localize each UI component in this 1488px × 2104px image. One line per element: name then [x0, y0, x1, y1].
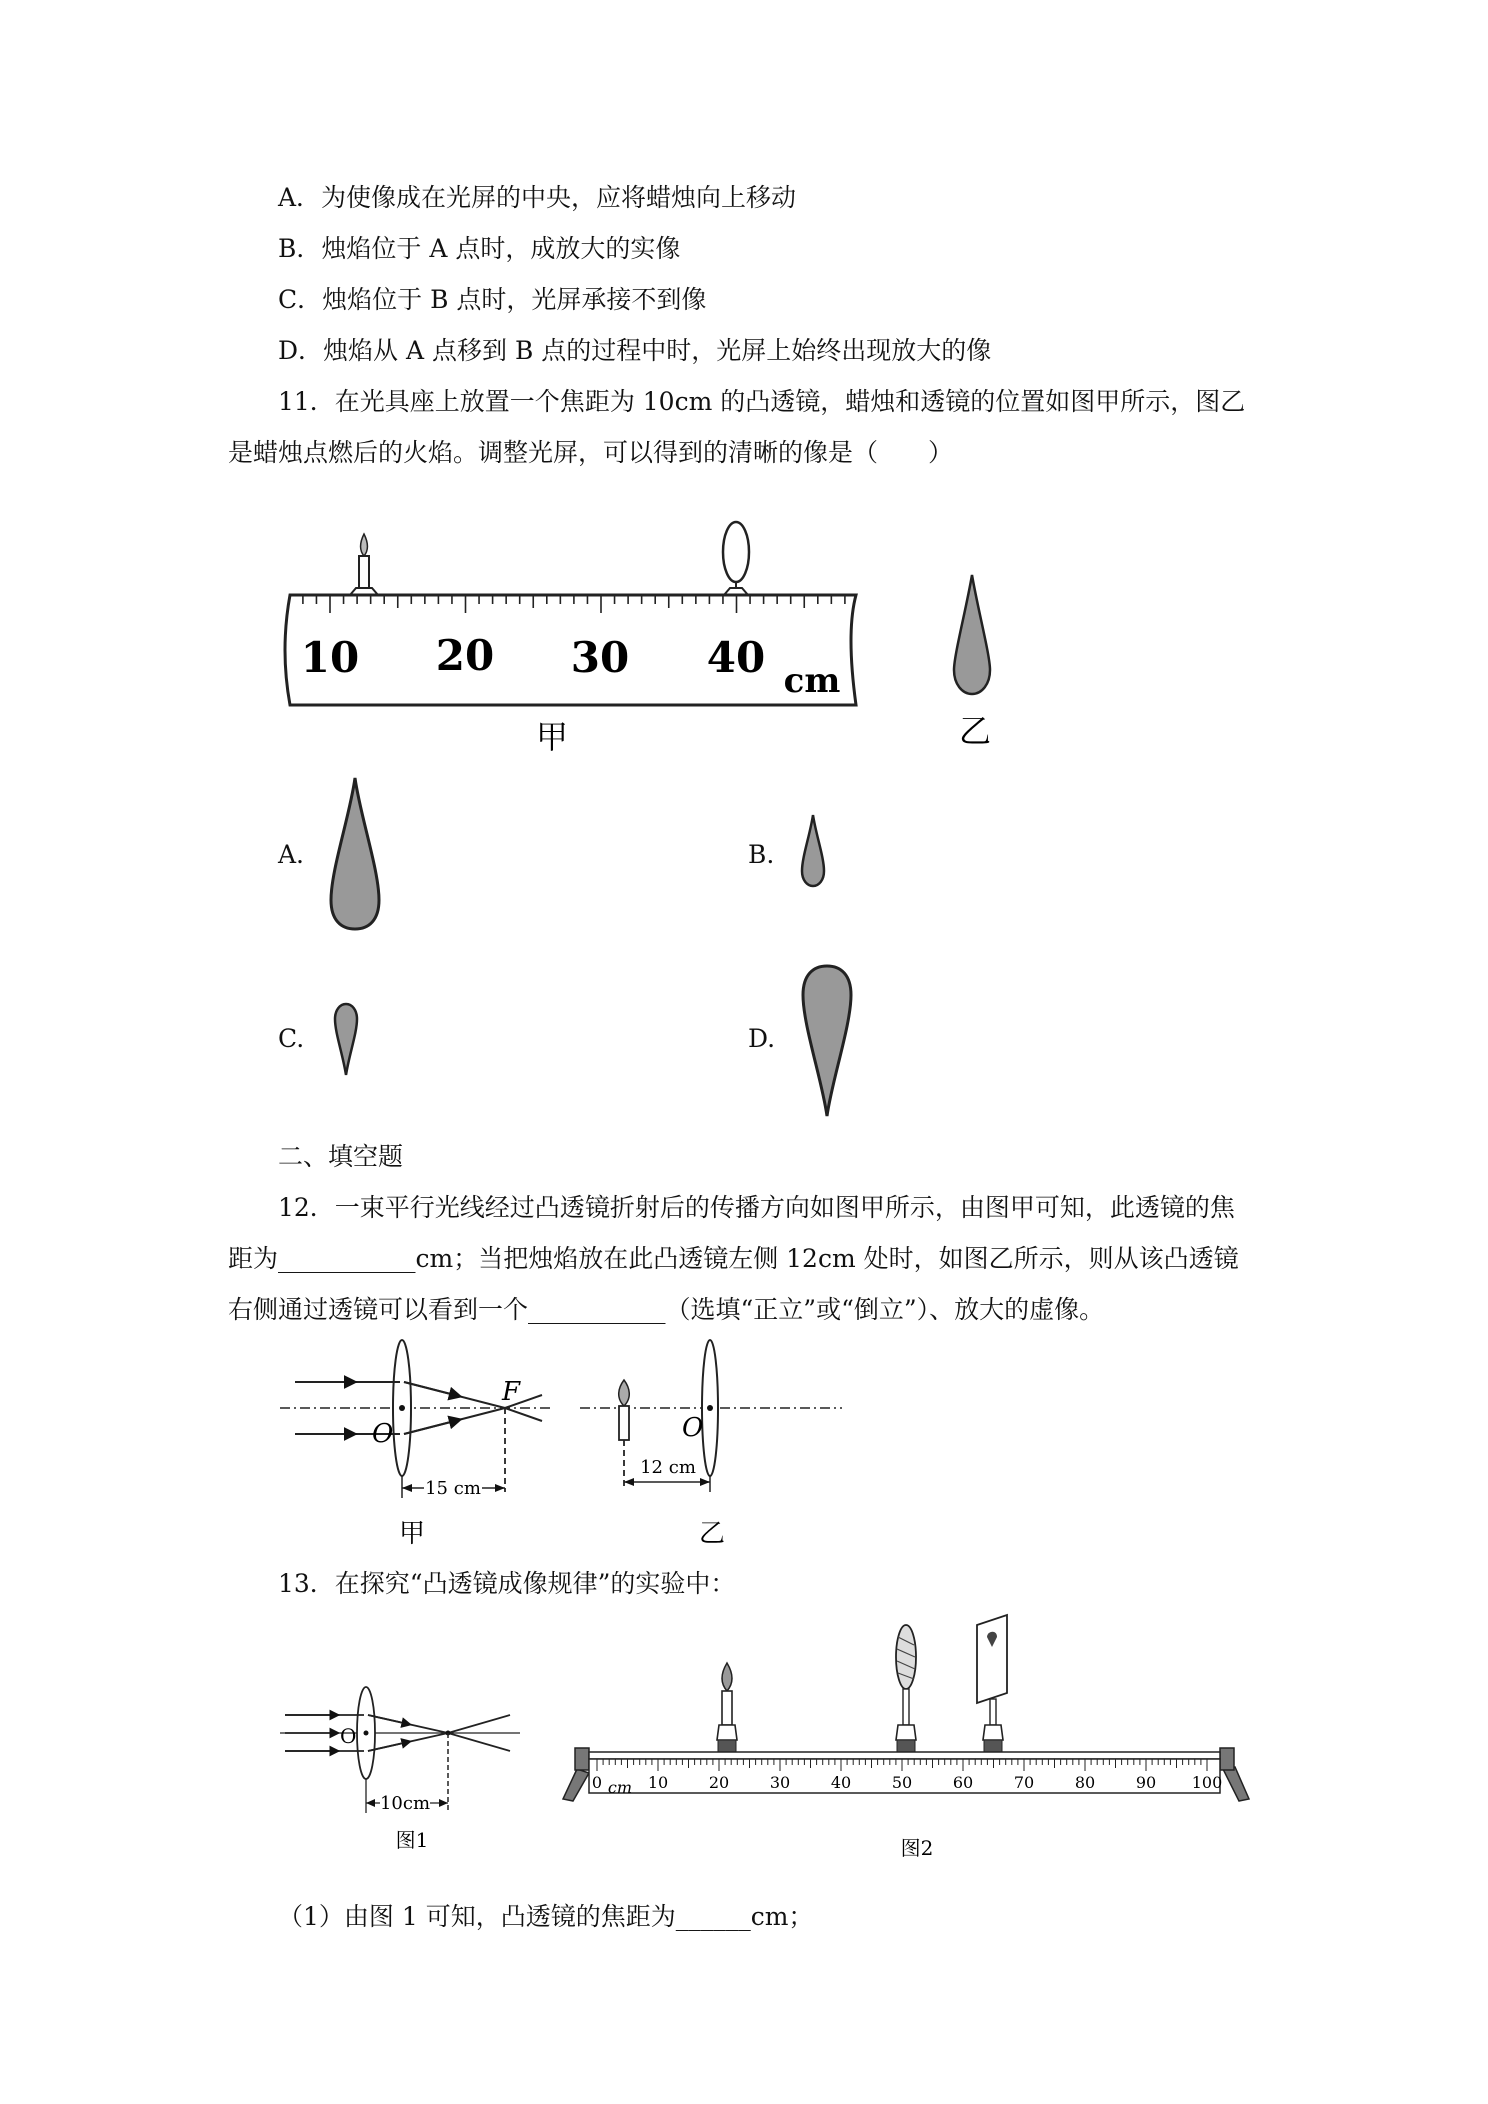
q13-fig2-caption: 图2 [900, 1836, 934, 1860]
bench-label-60: 60 [952, 1773, 974, 1792]
bench-label-30: 30 [769, 1773, 791, 1792]
q11-option-c-label: C. [278, 1024, 305, 1053]
flame-b-icon [802, 815, 824, 886]
candle-flame-icon [619, 1380, 630, 1406]
q13-subquestion-1: （1）由图 1 可知，凸透镜的焦距为______cm； [278, 1902, 814, 1931]
q11-option-d-label: D. [748, 1024, 776, 1053]
bench-left-leg [563, 1769, 589, 1801]
lens-icon [896, 1625, 916, 1752]
q13-text-line1: 13．在探究“凸透镜成像规律”的实验中： [278, 1569, 736, 1598]
q11-option-b-label: B. [748, 840, 775, 869]
q13-figure-2 [555, 1615, 1275, 1865]
flame-icon [954, 575, 990, 694]
bench-label-20: 20 [708, 1773, 730, 1792]
q11-option-c-image [328, 995, 368, 1080]
bench-label-80: 80 [1074, 1773, 1096, 1792]
fig-jia-caption: 甲 [535, 718, 569, 756]
ruler-label-40: 40 [706, 633, 766, 682]
ruler-label-20: 20 [435, 631, 495, 680]
q12-jia-label-o: O [372, 1419, 394, 1449]
candle-icon [350, 534, 378, 595]
q11-text-line2: 是蜡烛点燃后的火焰。调整光屏，可以得到的清晰的像是（ ） [228, 438, 954, 467]
bench-right-leg [1223, 1767, 1249, 1801]
q11-option-d-image [795, 960, 865, 1120]
candle-icon [619, 1406, 629, 1440]
q10-option-b: B．烛焰位于 A 点时，成放大的实像 [278, 234, 681, 263]
bench-right-end [1220, 1748, 1234, 1770]
q12-figure-yi [580, 1340, 842, 1549]
bench-label-90: 90 [1135, 1773, 1157, 1792]
fig-yi-caption: 乙 [958, 712, 992, 750]
q13-fig1-distance: 10cm [379, 1793, 431, 1814]
ruler-label-10: 10 [300, 633, 360, 682]
bench-label-50: 50 [891, 1773, 913, 1792]
q12-text-line3: 右侧通过透镜可以看到一个___________（选填“正立”或“倒立”）、放大的虚像。 [228, 1295, 1105, 1324]
bench-label-10: 10 [647, 1773, 669, 1792]
section-heading: 二、填空题 [278, 1142, 404, 1171]
bench-label-70: 70 [1013, 1773, 1035, 1792]
bench-label-40: 40 [830, 1773, 852, 1792]
bench-label-0: 0 [591, 1773, 603, 1792]
q11-text-line1: 11．在光具座上放置一个焦距为 10cm 的凸透镜，蜡烛和透镜的位置如图甲所示，图乙 [278, 387, 1246, 416]
bench-rail [589, 1752, 1220, 1759]
screen-icon [977, 1615, 1007, 1752]
q12-jia-distance: 15 cm [425, 1478, 481, 1499]
flame-c-icon [335, 1004, 357, 1075]
ruler-unit: cm [783, 661, 841, 701]
q11-option-a-label: A. [278, 840, 305, 869]
q11-figure-jia [280, 520, 860, 760]
q13-fig1-label-o: O [340, 1724, 357, 1748]
q10-option-a: A．为使像成在光屏的中央，应将蜡烛向上移动 [278, 183, 797, 212]
q12-text-line1: 12．一束平行光线经过凸透镜折射后的传播方向如图甲所示，由图甲可知，此透镜的焦 [278, 1193, 1235, 1222]
ruler-label-30: 30 [570, 633, 630, 682]
q12-figures [280, 1340, 850, 1550]
flame-a-icon [331, 778, 379, 929]
q13-fig1-caption: 图1 [395, 1828, 429, 1852]
lens-icon [723, 522, 749, 595]
bench-unit: cm [607, 1778, 633, 1797]
q12-yi-caption: 乙 [698, 1519, 726, 1549]
q11-option-b-image [795, 813, 835, 893]
q12-figure-jia [280, 1340, 550, 1549]
q12-yi-distance: 12 cm [640, 1457, 696, 1478]
q12-jia-caption: 甲 [398, 1519, 426, 1549]
q10-option-c: C．烛焰位于 B 点时，光屏承接不到像 [278, 285, 707, 314]
candle-icon [717, 1663, 737, 1752]
flame-d-icon [803, 966, 851, 1116]
q11-option-a-image [325, 775, 395, 935]
q10-option-d: D．烛焰从 A 点移到 B 点的过程中时，光屏上始终出现放大的像 [278, 336, 992, 365]
q11-figure-yi [930, 560, 1020, 750]
q12-yi-label-o: O [682, 1413, 704, 1443]
bench-label-100: 100 [1191, 1773, 1223, 1792]
q13-figure-1 [280, 1685, 530, 1855]
q12-jia-label-f: F [502, 1377, 521, 1407]
q12-text-line2: 距为___________cm；当把烛焰放在此凸透镜左侧 12cm 处时，如图乙所示，则从该凸透镜 [228, 1244, 1239, 1273]
bench-left-end [575, 1748, 589, 1770]
